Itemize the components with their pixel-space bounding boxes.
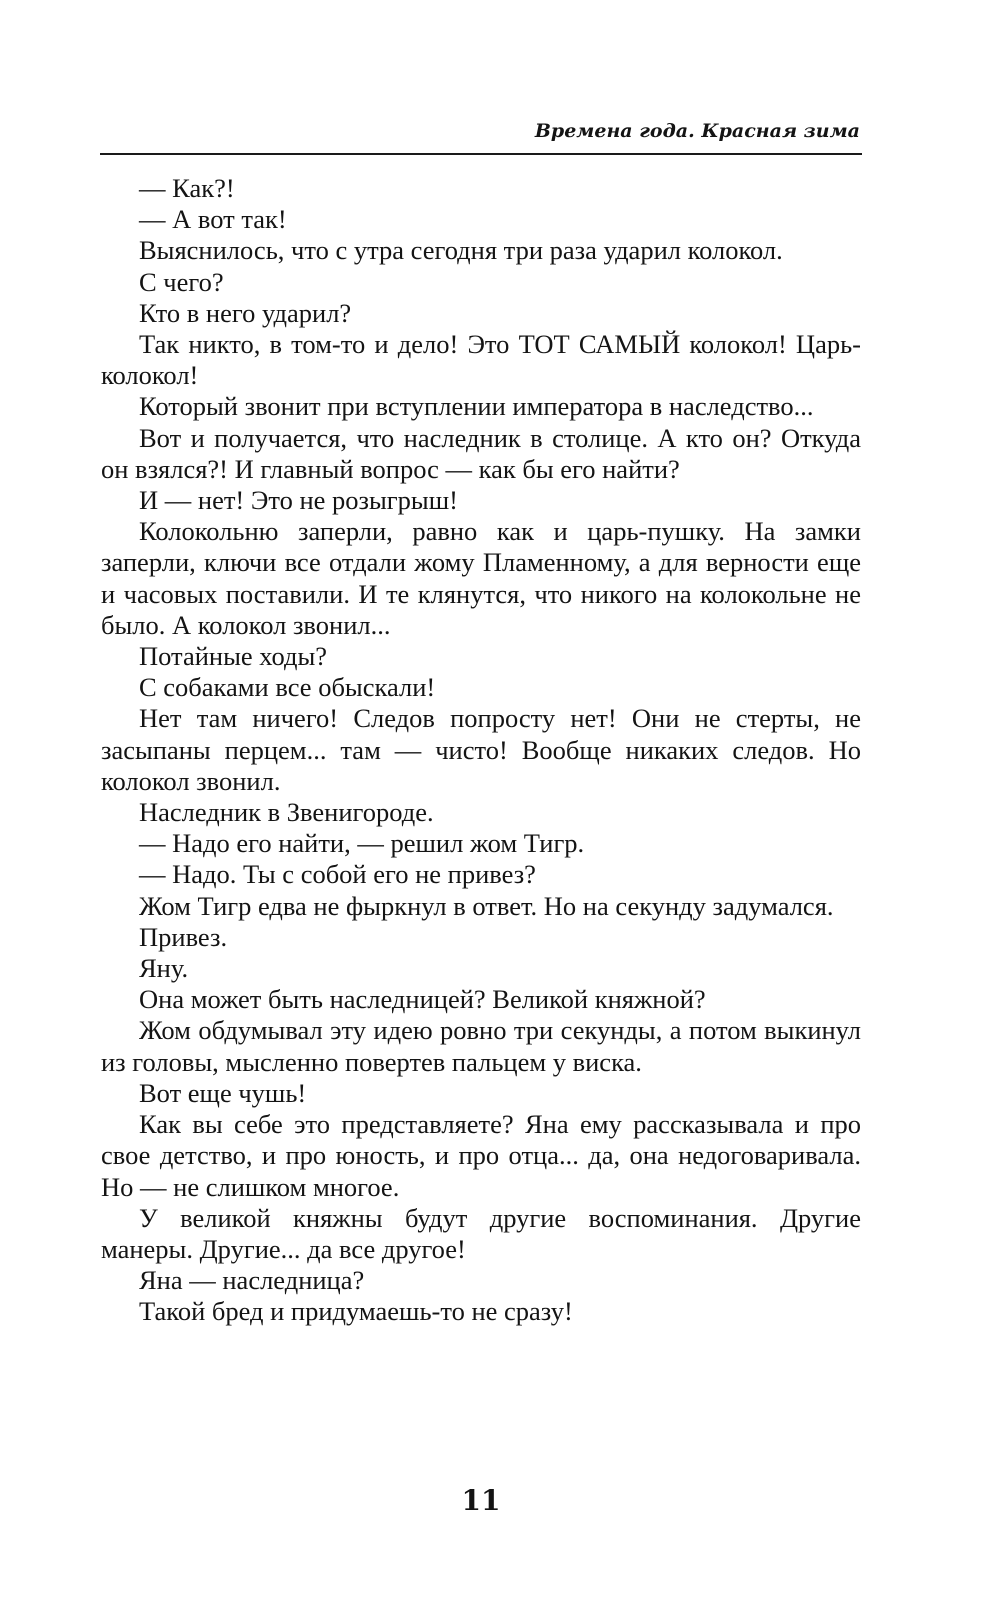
header-divider bbox=[100, 153, 862, 155]
paragraph: Такой бред и придумаешь-то не сразу! bbox=[139, 1296, 573, 1327]
paragraph: Выяснилось, что с утра сегодня три раза ударил колокол. bbox=[139, 235, 783, 266]
paragraph: Как вы себе это представляете? Яна ему рассказывала и про свое детство, и про юность, и про отца... да, она недоговаривала. Но — не слишком многое. bbox=[101, 1109, 861, 1202]
paragraph: Жом Тигр едва не фыркнул в ответ. Но на секунду задумался. bbox=[139, 890, 834, 921]
paragraph: Нет там ничего! Следов попросту нет! Они не стерты, не засыпаны перцем... там — чисто! Вообще никаких следов. Но колокол звонил. bbox=[101, 703, 861, 796]
paragraph: Наследник в Звенигороде. bbox=[139, 797, 434, 828]
paragraph: С чего? bbox=[139, 266, 224, 297]
paragraph: Жом обдумывал эту идею ровно три секунды, а потом выкинул из головы, мысленно повертев пальцем у виска. bbox=[101, 1015, 861, 1077]
paragraph: Яну. bbox=[139, 953, 189, 984]
paragraph: Колокольню заперли, равно как и царь-пушку. На замки заперли, ключи все отдали жому Пламенному, а для верности еще и часовых поставили. И те клянутся, что никого на колокольне не было. А колокол звонил... bbox=[101, 516, 861, 640]
running-header-title: Времена года. Красная зима bbox=[534, 120, 860, 142]
paragraph: Привез. bbox=[139, 921, 228, 952]
page-number: 11 bbox=[461, 1484, 501, 1517]
paragraph: Она может быть наследницей? Великой княжной? bbox=[139, 984, 706, 1015]
paragraph: — А вот так! bbox=[139, 204, 287, 235]
paragraph: Потайные ходы? bbox=[139, 641, 328, 672]
paragraph: С собаками все обыскали! bbox=[139, 672, 436, 703]
paragraph: — Надо его найти, — решил жом Тигр. bbox=[139, 828, 585, 859]
paragraph: — Надо. Ты с собой его не привез? bbox=[139, 859, 536, 890]
paragraph: Кто в него ударил? bbox=[139, 297, 352, 328]
paragraph: Вот еще чушь! bbox=[139, 1077, 307, 1108]
paragraph: И — нет! Это не розыгрыш! bbox=[139, 485, 458, 516]
page-body bbox=[101, 173, 861, 1328]
paragraph: Который звонит при вступлении императора в наследство... bbox=[139, 391, 814, 422]
paragraph: — Как?! bbox=[139, 173, 235, 203]
paragraph: Вот и получается, что наследник в столице. А кто он? Откуда он взялся?! И главный вопрос — как бы его найти? bbox=[101, 422, 861, 484]
paragraph: Яна — наследница? bbox=[139, 1265, 365, 1296]
paragraph: У великой княжны будут другие воспоминания. Другие манеры. Другие... да все другое! bbox=[101, 1202, 861, 1264]
paragraph: Так никто, в том-то и дело! Это ТОТ САМЫЙ колокол! Царь-колокол! bbox=[101, 329, 861, 391]
